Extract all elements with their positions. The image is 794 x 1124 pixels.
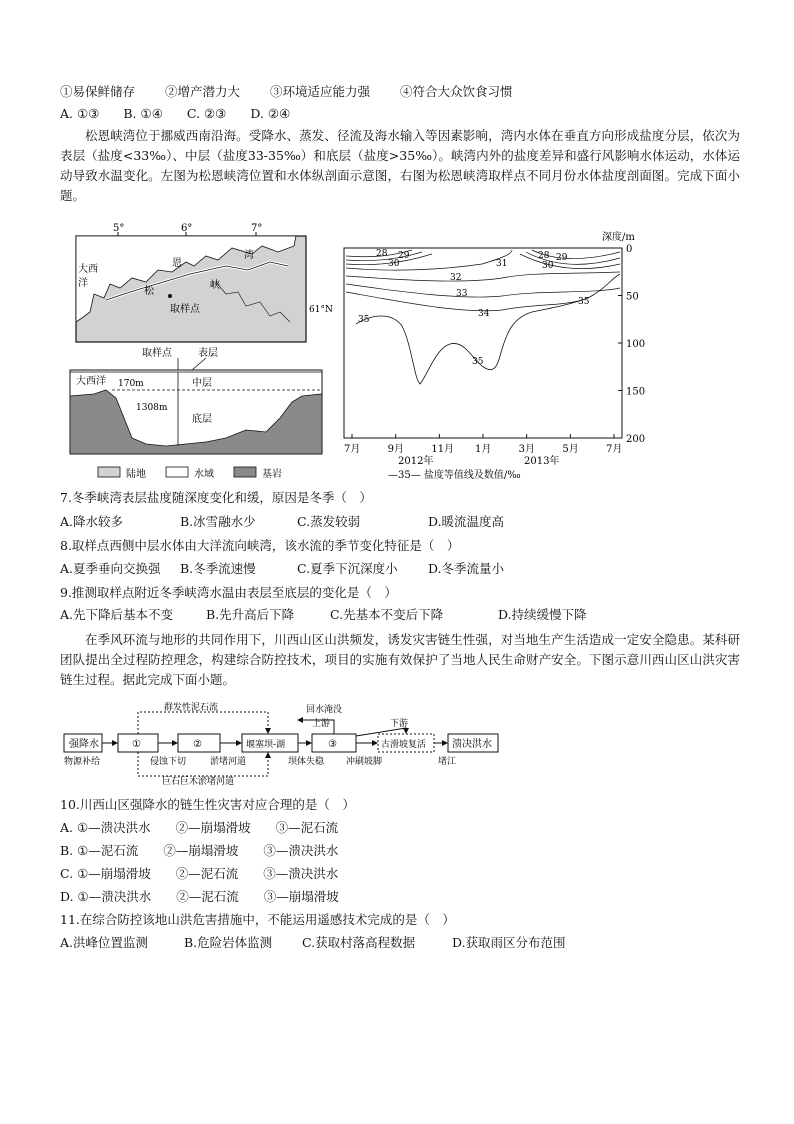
option: B.先升高后下降 (206, 607, 295, 622)
ocean-label-1: 大西 (78, 264, 98, 275)
prev-options (60, 106, 290, 122)
salinity-chart (332, 228, 650, 480)
legend-rock-swatch (234, 467, 256, 477)
year-label: 2012年 (398, 456, 434, 467)
legend-land-swatch (98, 467, 120, 477)
under-label: 淤堵河道 (210, 757, 247, 767)
top-branch-arrow (138, 712, 268, 734)
sample-label: 取样点 (170, 304, 200, 315)
x-tick-label: 7月 (344, 444, 361, 455)
under-label: 冲刷坡脚 (346, 757, 383, 767)
contour-label: 35 (578, 297, 590, 307)
contour-label: 28 (376, 249, 388, 259)
y-tick-label: 50 (626, 291, 639, 303)
lon-label: 7° (251, 223, 263, 234)
profile-ocean-label: 大西洋 (76, 376, 106, 387)
contour-label: 29 (398, 251, 410, 261)
q7-stem: 7.冬季峡湾表层盐度随深度变化和缓，原因是冬季（ ） (60, 490, 372, 505)
box-label: ① (132, 739, 141, 750)
option: C.夏季下沉深度小 (297, 561, 398, 576)
top-branch-label: 群发性泥石流 (164, 703, 219, 713)
q9-stem: 9.推测取样点附近冬季峡湾水温由表层至底层的变化是（ ） (60, 585, 397, 600)
contour-label: 34 (478, 309, 490, 319)
option: C.先基本不变后下降 (330, 607, 444, 622)
contour-label: 35 (358, 315, 370, 325)
q10-option: A. ①—溃决洪水 ②—崩塌滑坡 ③—泥石流 (60, 820, 339, 835)
fjord-char: 峡 (210, 280, 220, 291)
option: D.冬季流量小 (428, 561, 505, 576)
bottom-branch-label: 巨石巨木淤堵河道 (162, 777, 235, 787)
contour-label: 32 (450, 273, 462, 283)
prev-item: ②增产潜力大 (165, 84, 241, 99)
chart-legend: —35— 盐度等值线及数值/‰ (388, 470, 521, 481)
x-tick-label: 3月 (518, 444, 536, 455)
option: A.先下降后基本不变 (60, 607, 174, 622)
contour-label: 30 (542, 261, 554, 271)
option: B. ①④ (123, 106, 163, 121)
y-tick-label: 150 (626, 386, 646, 398)
x-tick-label: 5月 (562, 444, 579, 455)
contour-label: 30 (388, 259, 400, 269)
lon-label: 6° (181, 223, 193, 234)
under-label: 坝体失稳 (288, 757, 325, 767)
contour-label: 29 (556, 253, 568, 263)
x-tick-label: 9月 (387, 444, 405, 455)
option: A.降水较多 (60, 514, 124, 529)
fjord-map (66, 222, 333, 346)
box-label: 古滑坡复活 (381, 740, 427, 750)
box-label: ② (193, 739, 202, 750)
x-tick-label: 7月 (606, 444, 623, 455)
box-label: 溃决洪水 (452, 739, 492, 750)
intro-flood: 在季风环流与地形的共同作用下，川西山区山洪频发，诱发灾害链生性强，对当地生产生活造成一定安全隐患。某科研团队提出全过程防控理念，构建综合防控技术，项目的实施有效保护了当地人民生命财产安全。下图示意川西山区山洪灾害链生过程。据此完成下面小题。 (60, 632, 740, 687)
q9-options (60, 607, 587, 623)
fjord-char: 恩 (172, 258, 182, 269)
q10-option: D. ①—溃决洪水 ②—泥石流 ③—崩塌滑坡 (60, 889, 339, 904)
upstream-label: 上游 (312, 719, 331, 729)
depth-1308: 1308m (136, 403, 168, 413)
contour-label: 31 (496, 259, 508, 269)
depth-170: 170m (118, 379, 144, 389)
q8-options (60, 561, 504, 577)
y-ticks (626, 244, 645, 445)
chart-frame (344, 248, 622, 438)
y-tick-label: 100 (626, 339, 646, 350)
under-label: 侵蚀下切 (150, 757, 187, 767)
contour-label: 28 (538, 251, 550, 261)
sample-point-dot (168, 294, 172, 298)
disaster-chain-diagram (60, 698, 510, 790)
box-label: 强降水 (69, 739, 99, 750)
prev-items (60, 84, 513, 100)
profile-surface-label: 表层 (198, 348, 218, 359)
under-label: 物源补给 (64, 757, 101, 767)
map-legend (96, 464, 316, 482)
option: C. ②③ (186, 106, 227, 121)
backwater-label: 回水淹没 (306, 705, 343, 715)
y-tick-label: 200 (626, 434, 646, 445)
option: C.蒸发较弱 (297, 514, 361, 529)
prev-item: ③环境适应能力强 (270, 84, 371, 99)
option: D.持续缓慢下降 (498, 607, 587, 622)
ocean-label-2: 洋 (78, 278, 88, 289)
x-ticks (344, 443, 622, 455)
lat-label: 61°N (309, 305, 333, 315)
legend-land: 陆地 (126, 469, 146, 480)
q11-options (60, 935, 566, 951)
fjord-profile (66, 346, 328, 462)
q10-option: C. ①—崩塌滑坡 ②—泥石流 ③—溃决洪水 (60, 866, 339, 881)
q10-stem: 10.川西山区强降水的链生性灾害对应合理的是（ ） (60, 797, 355, 812)
fjord-char: 松 (144, 286, 154, 297)
option: A.夏季垂向交换强 (60, 561, 161, 576)
x-tick-label: 11月 (431, 444, 455, 455)
profile-sample-label: 取样点 (142, 348, 172, 359)
prev-item: ①易保鲜储存 (60, 84, 136, 99)
middle-layer-label: 中层 (192, 378, 212, 389)
fjord-char: 湾 (244, 250, 254, 261)
intro-fjord: 松恩峡湾位于挪威西南沿海。受降水、蒸发、径流及海水输入等因素影响，湾内水体在垂直方向形成盐度分层，依次为表层（盐度<33‰）、中层（盐度33-35‰）和底层（盐度>35‰）。峡湾内外的盐度差异和盛行风影响水体运动，水体运动导致水温变化。左图为松恩峡湾位置和水体纵剖面示意图，右图为松恩峡湾取样点不同月份水体盐度剖面图。完成下面小题。 (60, 128, 740, 203)
legend-water-swatch (166, 467, 188, 477)
prev-item: ④符合大众饮食习惯 (400, 84, 513, 99)
contour-label: 33 (456, 289, 468, 299)
option: A.洪峰位置监测 (60, 935, 149, 950)
option: C.获取村落高程数据 (302, 935, 416, 950)
q7-options (60, 514, 504, 530)
option: B.危险岩体监测 (184, 935, 273, 950)
option: D.暖流温度高 (428, 514, 505, 529)
q10-option: B. ①—泥石流 ②—崩塌滑坡 ③—溃决洪水 (60, 843, 339, 858)
box-label: ③ (328, 739, 337, 750)
x-tick-label: 1月 (475, 444, 492, 455)
downstream-label: 下游 (390, 719, 409, 729)
under-label: 堵江 (438, 757, 457, 767)
y-axis-title: 深度/m (602, 232, 635, 243)
lon-label: 5° (113, 223, 125, 234)
option: D. ②④ (250, 106, 291, 121)
box-label: 堰塞坝-湖 (246, 740, 286, 750)
option: D.获取雨区分布范围 (452, 935, 566, 950)
legend-rock: 基岩 (262, 469, 282, 480)
option: B.冰雪融水少 (180, 514, 256, 529)
contour-label: 35 (472, 357, 484, 367)
q11-stem: 11.在综合防控该地山洪危害措施中，不能运用遥感技术完成的是（ ） (60, 912, 455, 927)
y-tick-label: 0 (626, 244, 633, 255)
option: B.冬季流速慢 (180, 561, 256, 576)
q8-stem: 8.取样点西侧中层水体由大洋流向峡湾，该水流的季节变化特征是（ ） (60, 538, 460, 553)
option: A. ①③ (60, 106, 100, 121)
surface-arrow (192, 358, 206, 370)
year-label: 2013年 (524, 456, 560, 467)
bottom-layer-label: 底层 (192, 414, 212, 425)
legend-water: 水域 (194, 469, 214, 480)
